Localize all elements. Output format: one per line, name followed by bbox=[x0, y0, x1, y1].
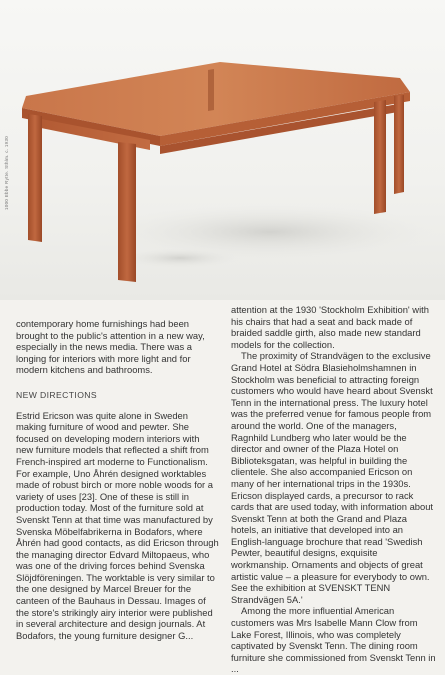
photo-credit: 1000 Ebbe Rytte. Sthlm. c. 1930 bbox=[4, 135, 9, 210]
section-heading: NEW DIRECTIONS bbox=[16, 389, 98, 400]
table-leg bbox=[374, 100, 386, 214]
left-column bbox=[16, 318, 219, 641]
right-column bbox=[231, 304, 436, 675]
table-photo bbox=[0, 0, 445, 300]
paragraph-2: The proximity of Strandvägen to the exclusive Grand Hotel at Södra Blasieholmshamnen in Stockholm was beneficial to attracting foreign customers who would have heard about Svenskt Tenn in the international press. The luxury hotel was the preferred venue for famous people from around the world. One of the managers, Ragnhild Lundberg who later would be the director and owner of the Plaza Hotel on Biblioteksgatan, was helpful in building the clientele. She also accompanied Ericson on many of her international trips in the 1930s. Ericson displayed cards, a precursor to rack cards that are used today, with information about Svenskt Tenn at both the Grand and Plaza hotels, an initiative that developed into an English-language brochure that read 'Swedish Pewter, beautiful designs, exquisite workmanship. Ornaments and objects of great artistic value – a pleasure for everybody to own. See the exhibition at SVENSKT TENN Strandvägen 5A.' bbox=[231, 350, 434, 605]
table-leg bbox=[118, 142, 136, 282]
paragraph-3: Among the more influential American customers was Mrs Isabelle Mann Clow from Lake Forest, Illinois, who was completely captivated by Svenskt Tenn. The dining room furniture she commissioned from Svenskt Tenn in ... bbox=[231, 605, 436, 675]
body-paragraph: Estrid Ericson was quite alone in Sweden making furniture of wood and pewter. She focused on developing modern interiors with new furniture models that reflected a shift from French-inspired art moderne to Functionalism. For example, Uno Åhrén designed worktables made of robust birch or more noble woods for a variety of uses [23]. One of these is still in production today. Most of the furniture sold at Svenskt Tenn at that time was manufactured by Svenska Möbelfabrikerna in Bodafors, where Åhrén had good contacts, as did Ericson through the managing director Edvard Miltopaeus, who was one of the driving forces behind Svenska Slöjdföreningen. The worktable is very similar to the one designed by Marcel Breuer for the canteen of the Bauhaus in Dessau. Images of the store's strikingly airy interior were published in several architecture and design journals. At Bodafors, the young furniture designer G... bbox=[16, 409, 219, 641]
paragraph-1: attention at the 1930 'Stockholm Exhibition' with his chairs that had a seat and back made of braided saddle girth, also made new standard models for the collection. bbox=[231, 304, 429, 350]
intro-paragraph: contemporary home furnishings had been brought to the public's attention in a new way, especially in the news media. There was a longing for interiors with more light and for modern kitchens and bathrooms. bbox=[16, 318, 205, 376]
table-leg bbox=[28, 114, 42, 242]
table-leg bbox=[394, 95, 404, 194]
wooden-table-illustration bbox=[0, 0, 445, 300]
